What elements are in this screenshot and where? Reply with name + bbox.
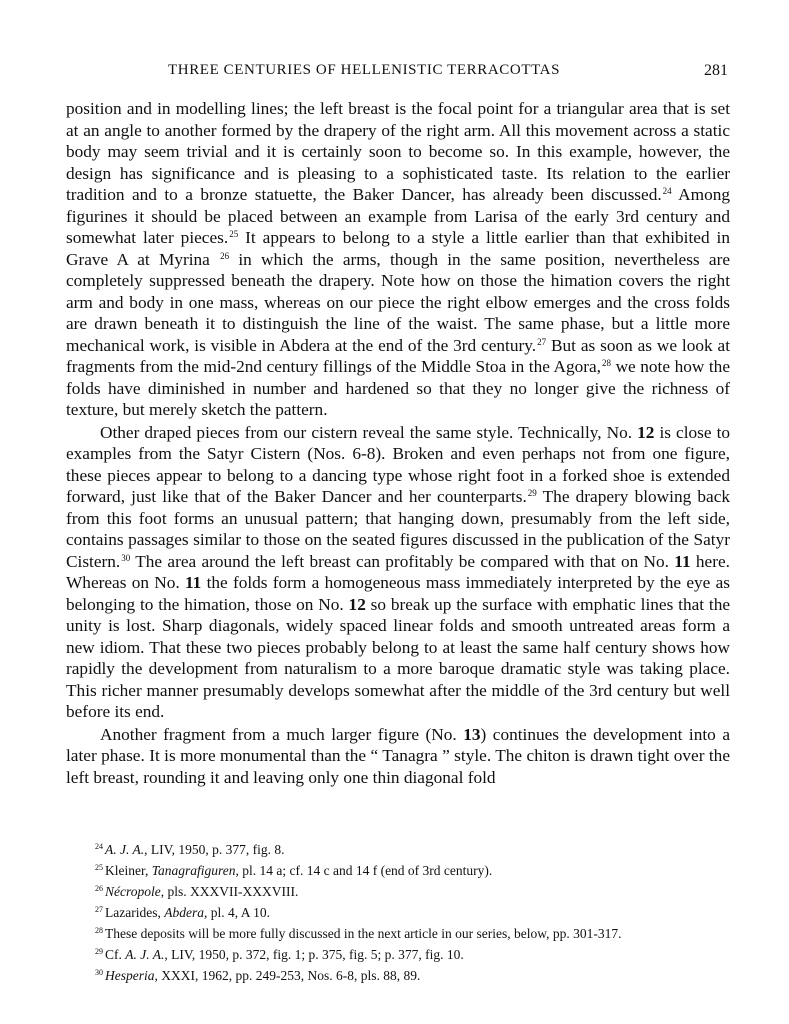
page-header <box>0 62 789 86</box>
footnote-number: 25 <box>95 863 103 872</box>
footnote-text: , pls. XXXVII-XXXVIII. <box>160 884 299 899</box>
text-run: Among figurines it should be placed between an example from Larisa of the early 3rd century and somewhat later pieces. <box>66 185 730 247</box>
paragraph-3 <box>66 724 730 789</box>
text-run: is close to examples from the Satyr Cistern (Nos. 6-8). Broken and even perhaps not from one figure, these pieces appear to belong to a dancing type whose right foot in a forked shoe is extended forward, just like that of the Baker Dancer and her counterparts. <box>66 422 731 506</box>
text-run: position and in modelling lines; the left breast is the focal point for a triangular area that is set at an angle to another formed by the drapery of the right arm. All this movement across a static body may seem trivial and it is certainly soon to become so. In this example, however, the design has significance and is pleasing to a sophisticated taste. Its relation to the earlier tradition and to a bronze statuette, the Baker Dancer, has already been discussed. <box>66 99 730 204</box>
footnote-text: Kleiner, <box>105 863 152 878</box>
text-run: Another fragment from a much larger figure (No. <box>100 724 464 744</box>
text-run: in which the arms, though in the same position, nevertheless are completely suppressed beneath the drapery. Note how on those the himation covers the right arm and body in one mass, whereas on our piece the right elbow emerges and the cross folds are drawn beneath it to distinguish the line of the waist. The same phase, but a little more mechanical work, is visible in Abdera at the end of the 3rd century. <box>66 249 730 355</box>
footnote-ref: 27 <box>537 336 547 347</box>
footnote-number: 27 <box>95 905 103 914</box>
citation-title: Nécropole <box>105 884 161 899</box>
citation-title: Tanagrafiguren <box>151 863 236 878</box>
footnote-text: Cf. <box>105 947 126 962</box>
text-run: Other draped pieces from our cistern reveal the same style. Technically, No. <box>100 422 638 442</box>
footnote-text: , XXXI, 1962, pp. 249-253, Nos. 6-8, pls. 88, 89. <box>154 968 421 983</box>
citation-title: A. J. A. <box>125 947 165 962</box>
catalogue-number: 12 <box>637 422 655 442</box>
text-run: The drapery blowing back from this foot forms an unusual pattern; that hanging down, presumably from the left side, contains passages similar to those on the seated figures discussed in the publication of the Satyr Cistern. <box>66 487 730 571</box>
text-run: The area around the left breast can profitably be compared with that on No. <box>130 551 675 571</box>
page-number: 281 <box>704 62 728 79</box>
catalogue-number: 11 <box>674 551 691 571</box>
text-run: It appears to belong to a style a little earlier than that exhibited in Grave A at Myrina <box>66 228 730 269</box>
footnote-text: , pl. 4, A 10. <box>203 905 270 920</box>
text-run: But as soon as we look at fragments from the mid-2nd century fillings of the Middle Stoa in the Agora, <box>66 335 730 376</box>
paragraph-1 <box>66 98 730 421</box>
footnote-text: Lazarides, <box>105 905 165 920</box>
footnote <box>95 943 735 964</box>
footnote-number: 24 <box>95 842 103 851</box>
footnote <box>95 838 735 859</box>
citation-title: Abdera <box>164 905 204 920</box>
paragraph-2 <box>66 422 730 723</box>
running-head: THREE CENTURIES OF HELLENISTIC TERRACOTTAS <box>168 62 561 78</box>
footnote <box>95 964 735 985</box>
footnote <box>95 880 735 901</box>
footnote-number: 28 <box>95 926 103 935</box>
footnote-text: , LIV, 1950, p. 377, fig. 8. <box>144 842 285 857</box>
text-run: we note how the folds have diminished in number and hardened so that they no longer give the richness of texture, but merely sketch the pattern. <box>66 357 730 419</box>
footnote-ref: 25 <box>229 229 239 239</box>
footnote-text: , LIV, 1950, p. 372, fig. 1; p. 375, fig. 5; p. 377, fig. 10. <box>164 947 464 962</box>
footnote-ref: 24 <box>662 186 672 196</box>
footnote <box>95 859 735 880</box>
text-run: so break up the surface with emphatic lines that the unity is lost. Sharp diagonals, widely spaced linear folds and smooth untreated areas form a new idiom. That these two pieces probably belong to at least the same half century shows how rapidly the development from naturalism to a more baroque dramatic style was taking place. This richer manner presumably develops somewhat after the middle of the 3rd century but well before its end. <box>66 594 731 721</box>
footnote-text: These deposits will be more fully discussed in the next article in our series, below, pp. 301-317. <box>105 926 622 941</box>
text-run: here. Whereas on No. <box>66 551 730 592</box>
footnote-ref: 29 <box>527 488 537 498</box>
text-run: the folds form a homogeneous mass immediately interpreted by the eye as belonging to the himation, those on No. <box>66 573 730 614</box>
footnote <box>95 922 735 943</box>
citation-title: Hesperia <box>105 968 155 983</box>
footnote-ref: 26 <box>220 250 230 261</box>
footnote <box>95 901 735 922</box>
footnote-number: 30 <box>95 968 103 977</box>
catalogue-number: 11 <box>184 573 202 592</box>
catalogue-number: 12 <box>348 594 366 614</box>
footnote-number: 29 <box>95 947 103 956</box>
footnote-text: , pl. 14 a; cf. 14 c and 14 f (end of 3rd century). <box>235 863 493 878</box>
footnotes <box>95 838 735 985</box>
text-run: ) continues the development into a later phase. It is more monumental than the “ Tanagra ” style. The chiton is drawn tight over the left breast, rounding it and leaving only one thin diagonal fold <box>66 724 730 787</box>
citation-title: A. J. A. <box>105 842 145 857</box>
footnote-ref: 30 <box>121 552 131 563</box>
footnote-ref: 28 <box>602 358 612 368</box>
body-text <box>66 98 730 788</box>
catalogue-number: 13 <box>463 724 481 744</box>
footnote-number: 26 <box>95 884 103 893</box>
